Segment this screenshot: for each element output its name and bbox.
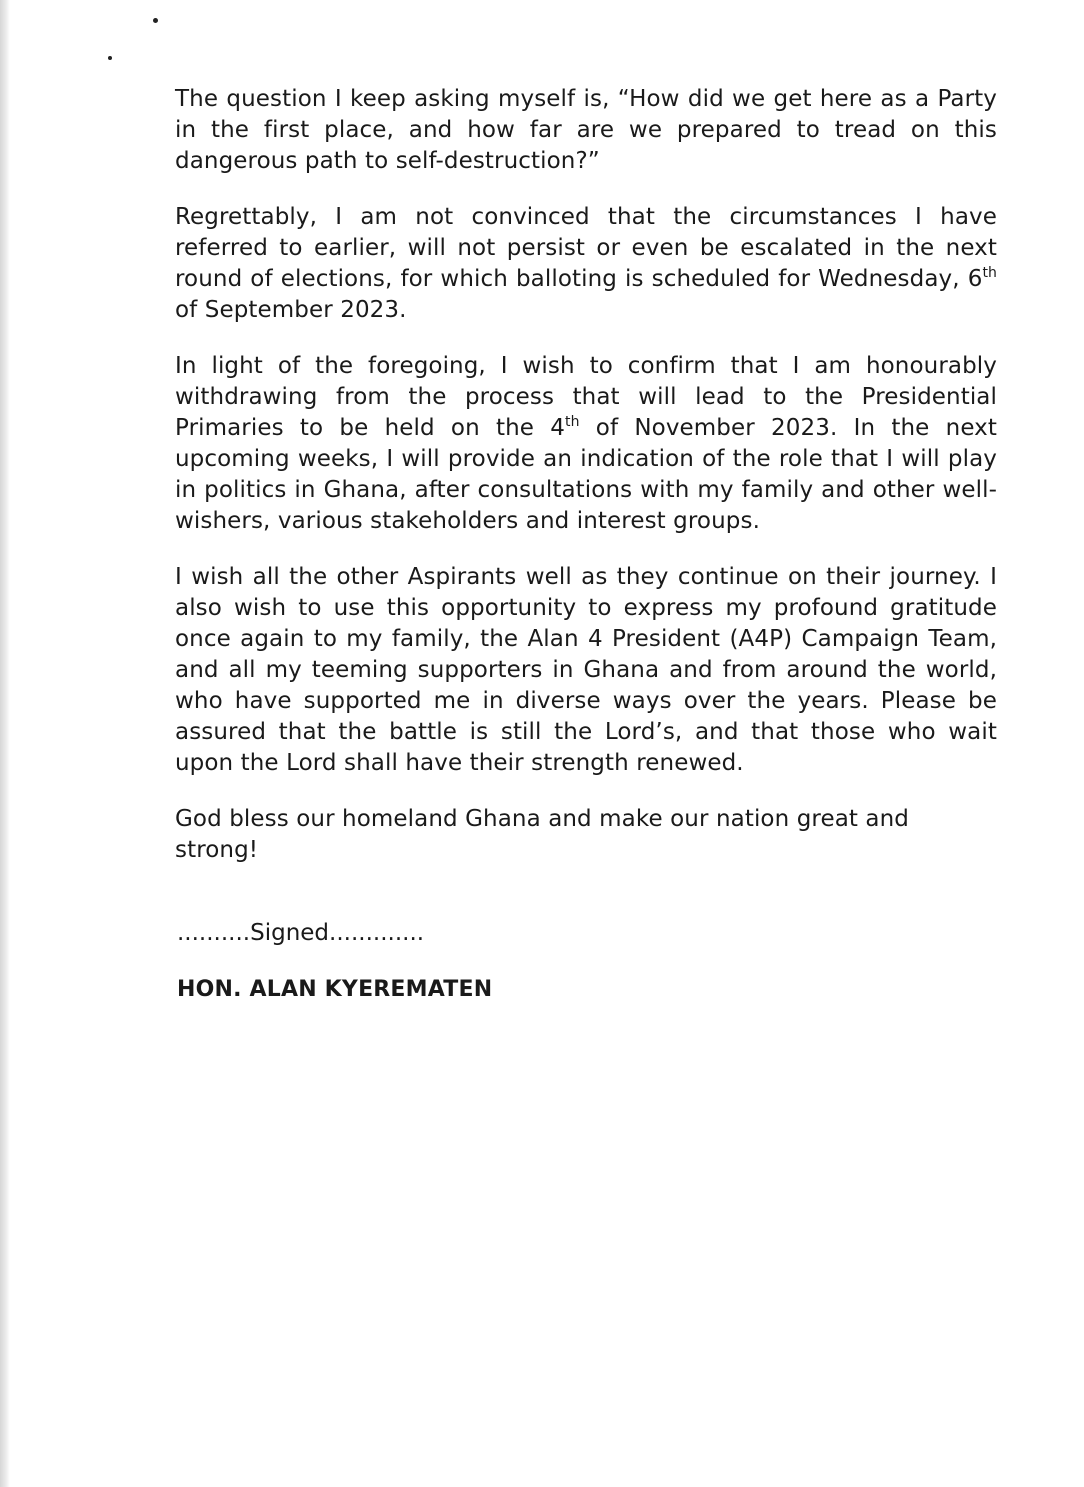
scan-speck	[153, 18, 158, 23]
paragraph-withdrawal-text: In light of the foregoing, I wish to confirm that I am honourably withdrawing from the process that will lead to the Presidential Primaries to be held on the 4	[175, 353, 997, 441]
paragraph-gratitude: I wish all the other Aspirants well as they continue on their journey. I also wish to use this opportunity to express my profound gratitude once again to my family, the Alan 4 President (A4P) Campaign Team, and all my teeming supporters in Ghana and from around the world, who have supported me in diverse ways over the years. Please be assured that the battle is still the Lord’s, and that those who wait upon the Lord shall have their strength renewed.	[175, 564, 997, 776]
paragraph-withdrawal	[175, 351, 997, 537]
closing-line: God bless our homeland Ghana and make our nation great and strong!	[175, 806, 909, 863]
ordinal-suffix: th	[565, 414, 580, 430]
paragraph-regrettably	[175, 202, 997, 326]
ordinal-suffix: th	[982, 265, 997, 281]
signatory-name: HON. ALAN KYEREMATEN	[177, 977, 493, 1002]
paragraph-regrettably-text-end: of September 2023.	[175, 297, 407, 323]
scan-speck	[108, 56, 112, 60]
page-edge-shadow	[0, 0, 10, 1487]
letter-body	[175, 84, 997, 866]
paragraph-question: The question I keep asking myself is, “How did we get here as a Party in the first place, and how far are we prepared to tread on this dangerous path to self-destruction?”	[175, 86, 997, 174]
signature-line: ..........Signed.............	[177, 920, 425, 946]
paragraph-regrettably-text: Regrettably, I am not convinced that the circumstances I have referred to earlier, will not persist or even be escalated in the next round of elections, for which balloting is scheduled for Wednesday, 6	[175, 204, 997, 292]
paragraph-withdrawal-text-end: of November 2023. In the next upcoming weeks, I will provide an indication of the role that I will play in politics in Ghana, after consultations with my family and other well-wishers, various stakeholders and interest groups.	[175, 415, 997, 534]
